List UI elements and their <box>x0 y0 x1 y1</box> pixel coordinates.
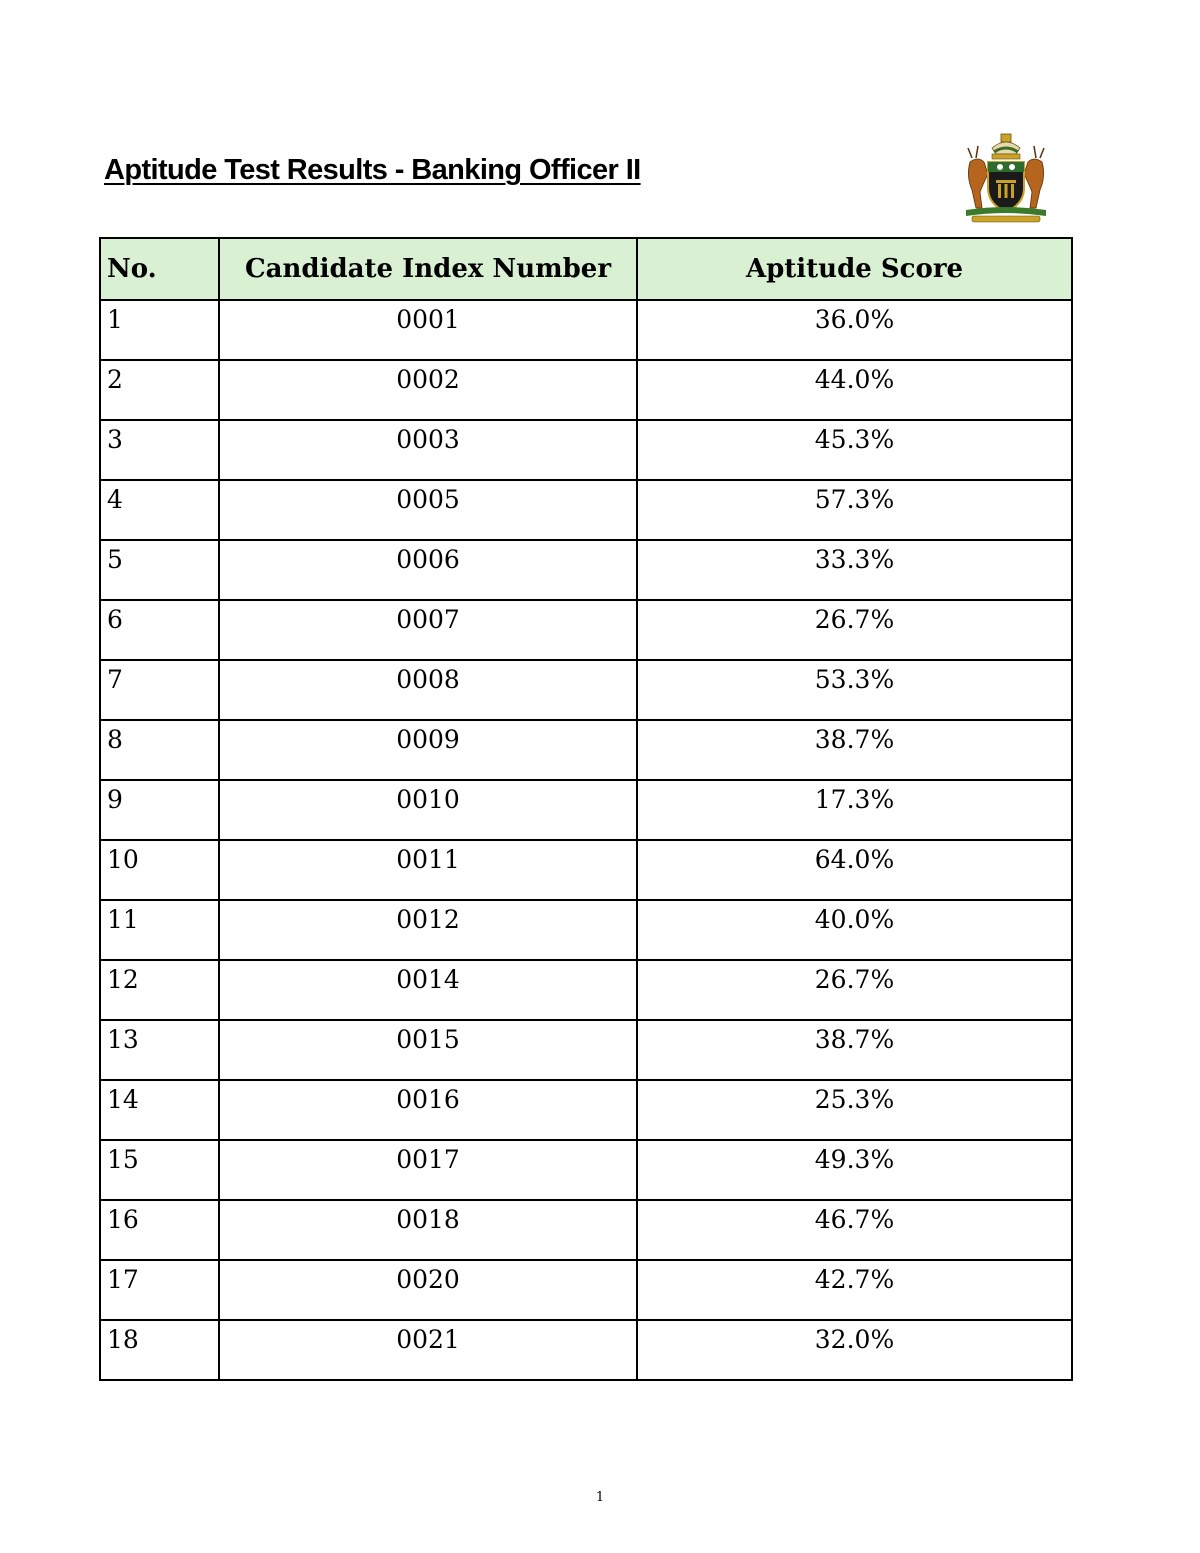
aptitude-score: 45.3% <box>637 420 1072 480</box>
candidate-index: 0012 <box>219 900 637 960</box>
candidate-index: 0010 <box>219 780 637 840</box>
candidate-index: 0007 <box>219 600 637 660</box>
aptitude-score: 64.0% <box>637 840 1072 900</box>
table-row <box>100 600 1072 660</box>
row-number: 3 <box>100 420 219 480</box>
aptitude-score: 25.3% <box>637 1080 1072 1140</box>
aptitude-score: 17.3% <box>637 780 1072 840</box>
row-number: 5 <box>100 540 219 600</box>
candidate-index: 0020 <box>219 1260 637 1320</box>
candidate-index: 0003 <box>219 420 637 480</box>
table-row <box>100 840 1072 900</box>
row-number: 17 <box>100 1260 219 1320</box>
aptitude-score: 26.7% <box>637 600 1072 660</box>
table-row <box>100 1320 1072 1380</box>
candidate-index: 0017 <box>219 1140 637 1200</box>
aptitude-score: 53.3% <box>637 660 1072 720</box>
candidate-index: 0009 <box>219 720 637 780</box>
table-row <box>100 420 1072 480</box>
aptitude-score: 42.7% <box>637 1260 1072 1320</box>
table-row <box>100 960 1072 1020</box>
table-row <box>100 900 1072 960</box>
row-number: 15 <box>100 1140 219 1200</box>
column-header-no: No. <box>100 238 219 300</box>
table-row <box>100 1200 1072 1260</box>
table-row <box>100 360 1072 420</box>
table-header-row <box>100 238 1072 300</box>
table-row <box>100 1020 1072 1080</box>
row-number: 16 <box>100 1200 219 1260</box>
aptitude-score: 33.3% <box>637 540 1072 600</box>
table-row <box>100 1140 1072 1200</box>
candidate-index: 0014 <box>219 960 637 1020</box>
table-row <box>100 780 1072 840</box>
row-number: 1 <box>100 300 219 360</box>
aptitude-score: 38.7% <box>637 720 1072 780</box>
table-row <box>100 300 1072 360</box>
table-row <box>100 480 1072 540</box>
row-number: 7 <box>100 660 219 720</box>
table-row <box>100 1080 1072 1140</box>
candidate-index: 0008 <box>219 660 637 720</box>
row-number: 13 <box>100 1020 219 1080</box>
aptitude-score: 40.0% <box>637 900 1072 960</box>
row-number: 18 <box>100 1320 219 1380</box>
column-header-candidate-index: Candidate Index Number <box>219 238 637 300</box>
aptitude-score: 46.7% <box>637 1200 1072 1260</box>
aptitude-score: 32.0% <box>637 1320 1072 1380</box>
row-number: 4 <box>100 480 219 540</box>
aptitude-score: 26.7% <box>637 960 1072 1020</box>
candidate-index: 0002 <box>219 360 637 420</box>
row-number: 6 <box>100 600 219 660</box>
coat-of-arms-logo <box>962 132 1050 224</box>
aptitude-score: 49.3% <box>637 1140 1072 1200</box>
candidate-index: 0018 <box>219 1200 637 1260</box>
candidate-index: 0016 <box>219 1080 637 1140</box>
row-number: 14 <box>100 1080 219 1140</box>
table-row <box>100 660 1072 720</box>
row-number: 9 <box>100 780 219 840</box>
aptitude-score: 36.0% <box>637 300 1072 360</box>
results-table <box>99 237 1073 1381</box>
aptitude-score: 57.3% <box>637 480 1072 540</box>
candidate-index: 0006 <box>219 540 637 600</box>
candidate-index: 0021 <box>219 1320 637 1380</box>
row-number: 10 <box>100 840 219 900</box>
table-row <box>100 540 1072 600</box>
row-number: 11 <box>100 900 219 960</box>
page-title: Aptitude Test Results - Banking Officer II <box>104 154 641 186</box>
table-row <box>100 1260 1072 1320</box>
candidate-index: 0005 <box>219 480 637 540</box>
row-number: 8 <box>100 720 219 780</box>
page-number: 1 <box>595 1490 605 1505</box>
aptitude-score: 44.0% <box>637 360 1072 420</box>
candidate-index: 0015 <box>219 1020 637 1080</box>
candidate-index: 0011 <box>219 840 637 900</box>
candidate-index: 0001 <box>219 300 637 360</box>
table-row <box>100 720 1072 780</box>
column-header-aptitude-score: Aptitude Score <box>637 238 1072 300</box>
row-number: 12 <box>100 960 219 1020</box>
aptitude-score: 38.7% <box>637 1020 1072 1080</box>
row-number: 2 <box>100 360 219 420</box>
